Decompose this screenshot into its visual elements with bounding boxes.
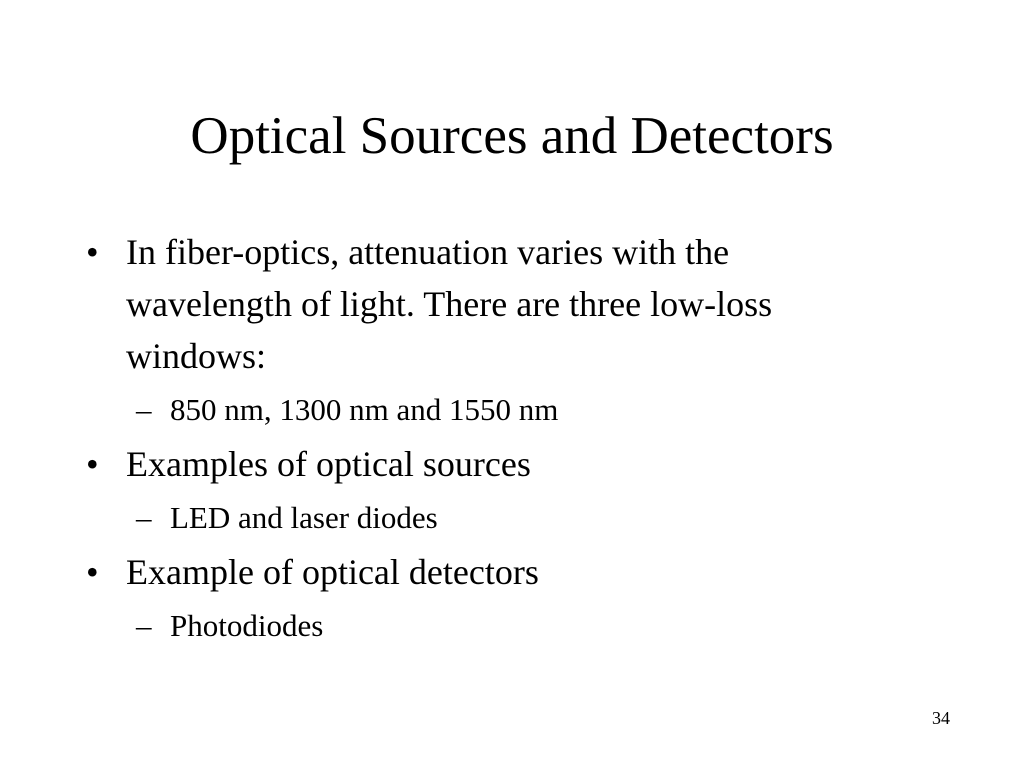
bullet-text: Examples of optical sources — [126, 444, 531, 484]
sub-item-photodiodes — [86, 604, 966, 648]
bullet-item-optical-sources — [86, 438, 966, 490]
page-number: 34 — [932, 708, 950, 728]
dash-icon: – — [136, 500, 152, 535]
bullet-item-optical-detectors — [86, 546, 966, 598]
sub-item-text: Photodiodes — [170, 608, 324, 643]
bullet-list — [86, 226, 966, 654]
bullet-icon: • — [86, 232, 99, 272]
bullet-text-line: windows: — [126, 336, 267, 376]
bullet-icon: • — [86, 552, 99, 592]
sub-item-wavelengths — [86, 388, 966, 432]
dash-icon: – — [136, 608, 152, 643]
sub-item-led-laser — [86, 496, 966, 540]
bullet-icon: • — [86, 444, 99, 484]
sub-item-text: 850 nm, 1300 nm and 1550 nm — [170, 392, 559, 427]
slide-title: Optical Sources and Detectors — [190, 107, 834, 165]
bullet-text-line: In fiber-optics, attenuation varies with the — [126, 232, 730, 272]
dash-icon: – — [136, 392, 152, 427]
bullet-item-attenuation — [86, 226, 966, 382]
sub-item-text: LED and laser diodes — [170, 500, 438, 535]
bullet-text: Example of optical detectors — [126, 552, 539, 592]
bullet-text-line: wavelength of light. There are three low-loss — [126, 284, 773, 324]
bullet-text — [126, 232, 772, 376]
